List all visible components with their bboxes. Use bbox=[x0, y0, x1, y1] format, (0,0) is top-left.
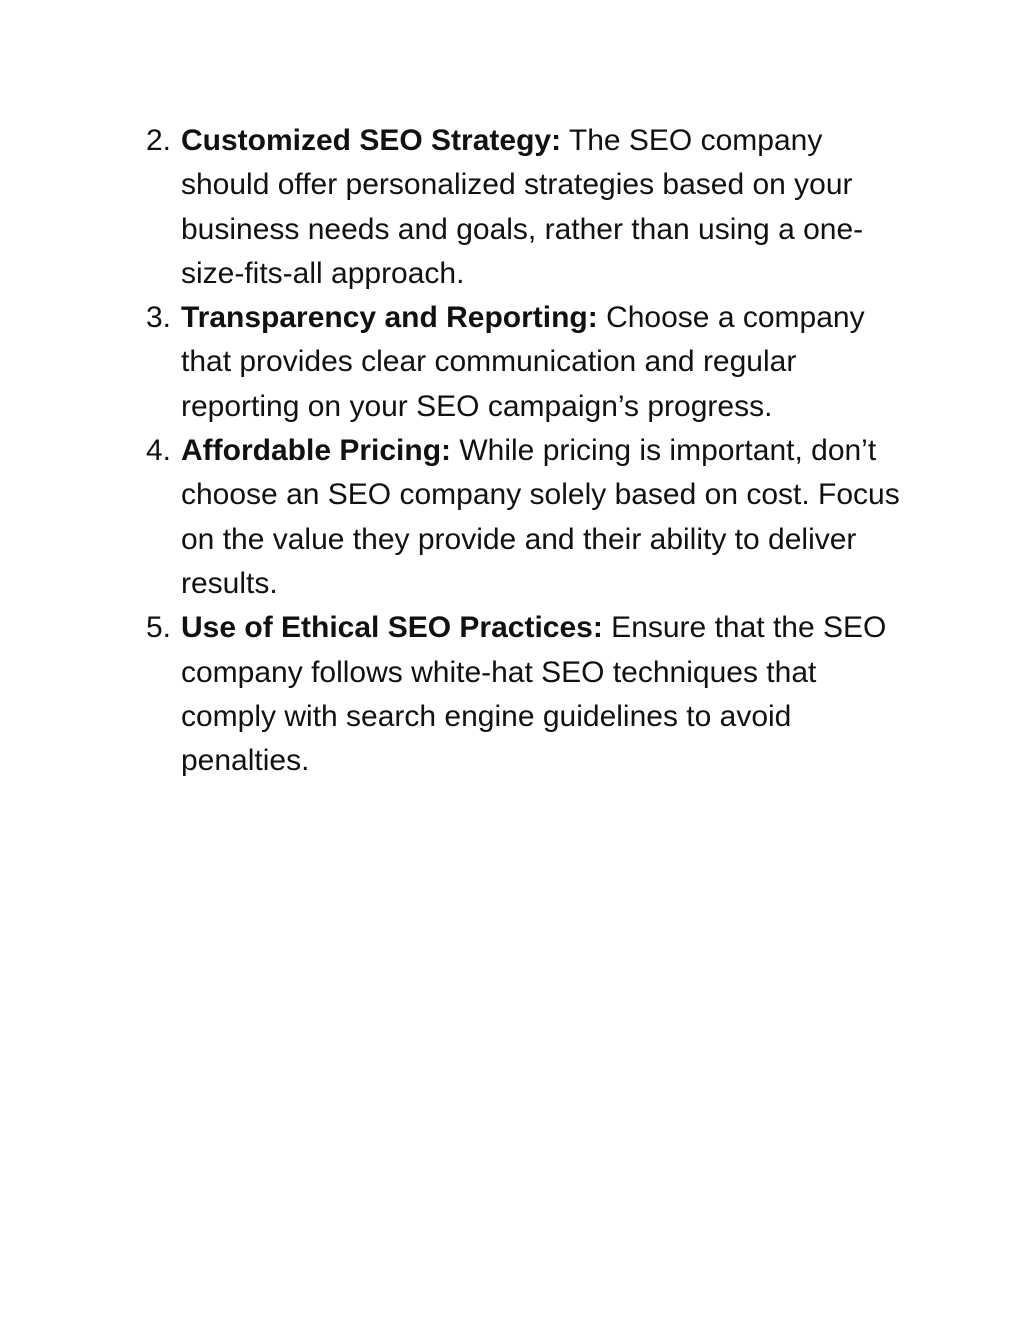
list-item-term: Transparency and Reporting: bbox=[181, 301, 598, 335]
list-item-text: While pricing is important, don’t choose an SEO company solely based on cost. Focus on the value they provide and their ability to deliver results. bbox=[181, 434, 900, 600]
list-item bbox=[146, 429, 916, 606]
list-item bbox=[146, 606, 916, 783]
list-item-number: 2. bbox=[146, 124, 172, 157]
list-item-text: Ensure that the SEO company follows white-hat SEO techniques that comply with search engine guidelines to avoid penalties. bbox=[181, 611, 887, 778]
list-item-number: 5. bbox=[146, 611, 172, 645]
list-item bbox=[146, 119, 916, 296]
list-item-text: Choose a company that provides clear communication and regular reporting on your SEO campaign’s progress. bbox=[181, 301, 865, 423]
numbered-list bbox=[146, 119, 916, 783]
list-item-term: Affordable Pricing: bbox=[181, 434, 452, 468]
list-item-term: Customized SEO Strategy: bbox=[181, 124, 562, 157]
list-item-number: 3. bbox=[146, 301, 172, 335]
list-item bbox=[146, 296, 916, 429]
list-item-term: Use of Ethical SEO Practices: bbox=[181, 611, 603, 645]
list-item-text: The SEO company should offer personalized strategies based on your business needs and goals, rather than using a one-size-fits-all approach. bbox=[181, 124, 864, 290]
list-item-number: 4. bbox=[146, 434, 172, 468]
